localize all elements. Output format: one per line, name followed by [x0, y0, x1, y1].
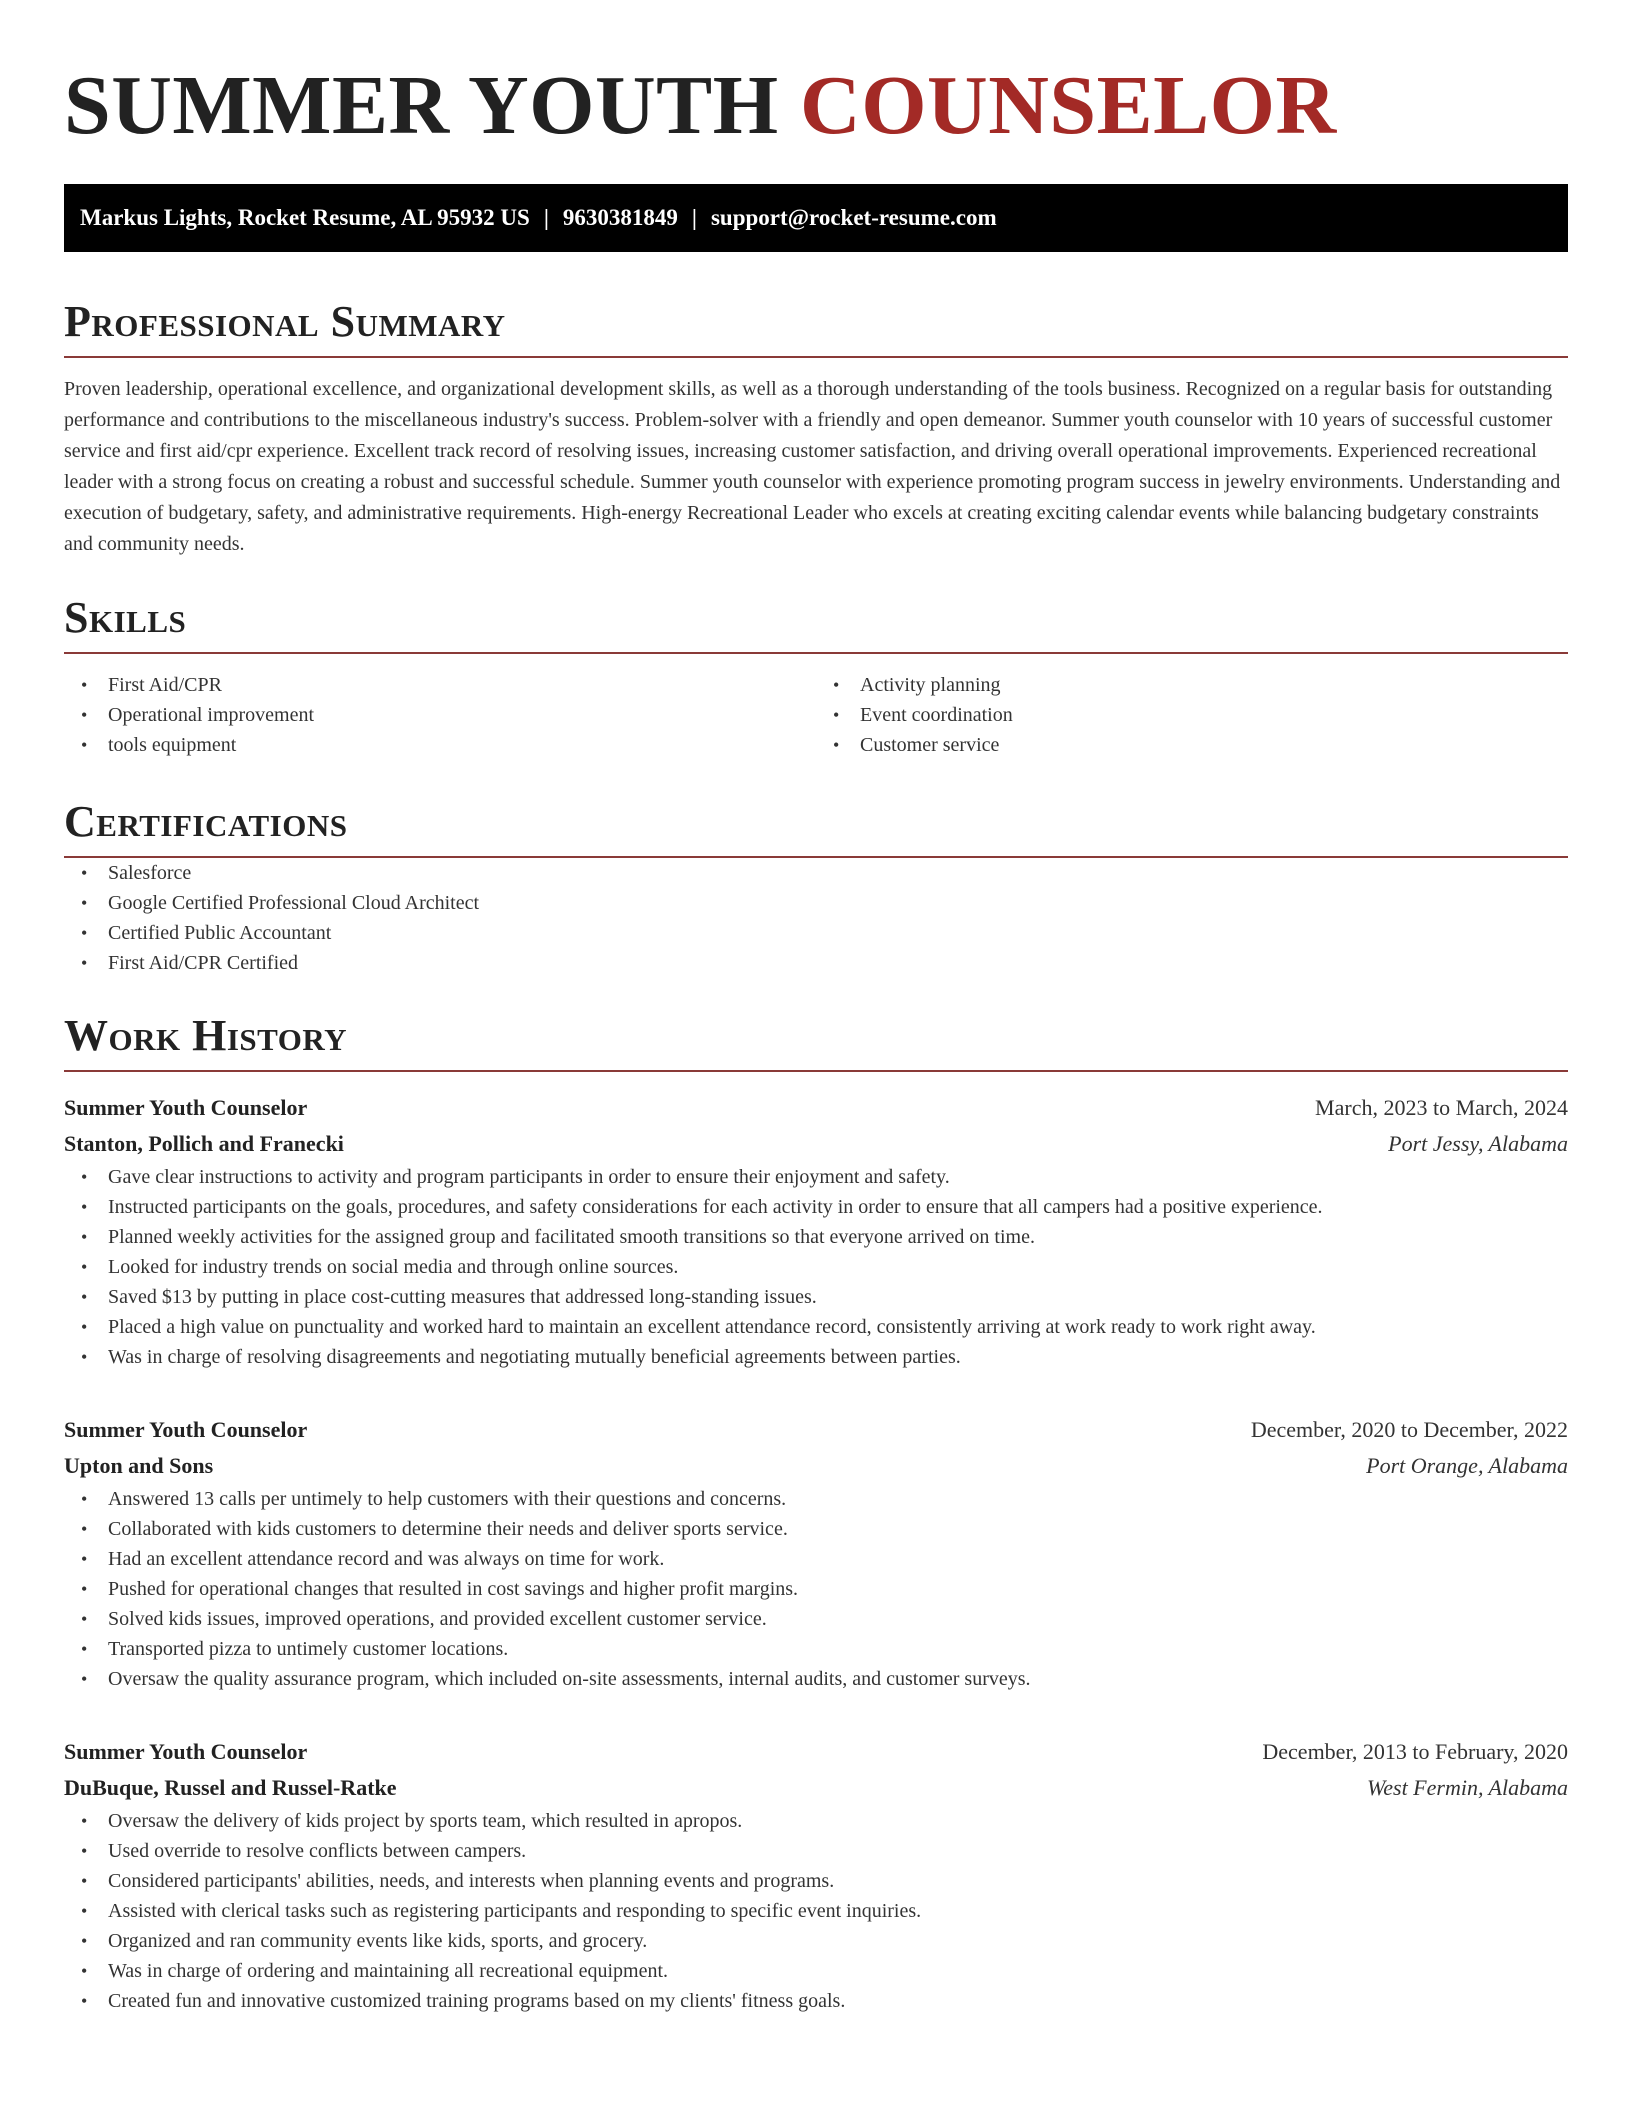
- job-dates: December, 2013 to February, 2020: [1262, 1739, 1568, 1764]
- certifications-heading: Certifications: [64, 797, 348, 846]
- bullet-icon: •: [81, 675, 88, 695]
- duty-item: [64, 1986, 1568, 2016]
- bullet-icon: •: [81, 705, 88, 725]
- duty-text: Organized and ran community events like kids, sports, and grocery.: [108, 1930, 648, 1952]
- skills-list-left: [64, 670, 816, 760]
- bullet-icon: •: [81, 1489, 88, 1509]
- job-company-row: [64, 1770, 1568, 1806]
- certification-item: [64, 918, 1568, 948]
- job-entry: [64, 1090, 1568, 1372]
- skill-item: [64, 730, 816, 760]
- contact-email[interactable]: support@rocket-resume.com: [710, 205, 997, 230]
- job-location: West Fermin, Alabama: [1366, 1775, 1568, 1800]
- bullet-icon: •: [81, 1287, 88, 1307]
- title-accent: COUNSELOR: [800, 59, 1337, 152]
- skill-text: Customer service: [860, 734, 1000, 756]
- bullet-icon: •: [81, 1257, 88, 1277]
- certification-text: Salesforce: [108, 862, 192, 884]
- work-history-section: [64, 1008, 1568, 2016]
- summary-heading: Professional Summary: [64, 297, 506, 346]
- bullet-icon: •: [833, 705, 840, 725]
- duty-item: [64, 1956, 1568, 1986]
- job-entry: [64, 1734, 1568, 2016]
- duty-item: [64, 1896, 1568, 1926]
- duty-item: [64, 1634, 1568, 1664]
- bullet-icon: •: [81, 923, 88, 943]
- bullet-icon: •: [81, 1197, 88, 1217]
- duty-item: [64, 1604, 1568, 1634]
- duty-text: Transported pizza to untimely customer locations.: [108, 1638, 509, 1660]
- bullet-icon: •: [81, 1669, 88, 1689]
- bullet-icon: •: [81, 953, 88, 973]
- certifications-list: [64, 858, 1568, 978]
- duty-item: [64, 1192, 1568, 1222]
- bullet-icon: •: [81, 1901, 88, 1921]
- job-location: Port Jessy, Alabama: [1388, 1131, 1568, 1156]
- duty-item: [64, 1544, 1568, 1574]
- contact-bar: [64, 184, 1568, 252]
- job-dates: March, 2023 to March, 2024: [1315, 1095, 1568, 1120]
- job-location: Port Orange, Alabama: [1366, 1453, 1568, 1478]
- duty-item: [64, 1252, 1568, 1282]
- bullet-icon: •: [81, 1961, 88, 1981]
- duty-text: Saved $13 by putting in place cost-cutting measures that addressed long-standing issues.: [108, 1286, 817, 1308]
- skill-item: [816, 730, 1568, 760]
- certifications-section: [64, 794, 1568, 978]
- skills-columns: [64, 670, 1568, 760]
- resume-title: [64, 56, 1568, 156]
- work-history-heading: Work History: [64, 1011, 348, 1060]
- job-company: Stanton, Pollich and Franecki: [64, 1131, 344, 1156]
- duty-text: Answered 13 calls per untimely to help customers with their questions and concerns.: [108, 1488, 787, 1510]
- job-header-row: [64, 1734, 1568, 1770]
- bullet-icon: •: [81, 1639, 88, 1659]
- certification-text: Certified Public Accountant: [108, 922, 332, 944]
- duty-text: Placed a high value on punctuality and worked hard to maintain an excellent attendance record, consistently arriving at work ready to work right away.: [108, 1316, 1316, 1338]
- duty-item: [64, 1574, 1568, 1604]
- duty-text: Instructed participants on the goals, procedures, and safety considerations for each activity in order to ensure that all campers had a positive experience.: [108, 1196, 1323, 1218]
- duty-text: Had an excellent attendance record and was always on time for work.: [108, 1548, 665, 1570]
- duty-item: [64, 1312, 1568, 1342]
- skill-item: [64, 670, 816, 700]
- certification-item: [64, 858, 1568, 888]
- section-divider: [64, 652, 1568, 654]
- skill-text: First Aid/CPR: [108, 674, 222, 696]
- section-divider: [64, 1070, 1568, 1072]
- duty-text: Planned weekly activities for the assigned group and facilitated smooth transitions so that everyone arrived on time.: [108, 1226, 1035, 1248]
- job-company: DuBuque, Russel and Russel-Ratke: [64, 1775, 397, 1800]
- skill-item: [816, 700, 1568, 730]
- duty-item: [64, 1664, 1568, 1694]
- job-title: Summer Youth Counselor: [64, 1739, 308, 1764]
- skills-heading: Skills: [64, 593, 187, 642]
- duty-text: Considered participants' abilities, needs, and interests when planning events and programs.: [108, 1870, 835, 1892]
- duty-text: Was in charge of ordering and maintaining all recreational equipment.: [108, 1960, 669, 1982]
- bullet-icon: •: [81, 1549, 88, 1569]
- duty-item: [64, 1866, 1568, 1896]
- bullet-icon: •: [81, 1227, 88, 1247]
- bullet-icon: •: [81, 1317, 88, 1337]
- skills-list-right: [816, 670, 1568, 760]
- summary-text: Proven leadership, operational excellence, and organizational development skills, as well as a thorough understanding of the tools business. Recognized on a regular basis for outstanding performance and contributions to the miscellaneous industry's success. Problem-solver with a friendly and open demeanor. Summer youth counselor with 10 years of successful customer service and first aid/cpr experience. Excellent track record of resolving issues, increasing customer satisfaction, and driving overall operational improvements. Experienced recreational leader with a strong focus on creating a robust and successful schedule. Summer youth counselor with experience promoting program success in jewelry environments. Understanding and execution of budgetary, safety, and administrative requirements. High-energy Recreational Leader who excels at creating exciting calendar events while balancing budgetary constraints and community needs.: [64, 378, 1561, 555]
- skill-text: tools equipment: [108, 734, 237, 756]
- bullet-icon: •: [81, 863, 88, 883]
- duty-text: Pushed for operational changes that resulted in cost savings and higher profit margins.: [108, 1578, 799, 1600]
- duty-text: Was in charge of resolving disagreements and negotiating mutually beneficial agreements between parties.: [108, 1346, 961, 1368]
- certification-text: First Aid/CPR Certified: [108, 952, 299, 974]
- skill-text: Event coordination: [860, 704, 1013, 726]
- bullet-icon: •: [81, 1841, 88, 1861]
- skills-section: [64, 590, 1568, 760]
- duty-item: [64, 1282, 1568, 1312]
- job-header-row: [64, 1090, 1568, 1126]
- certification-item: [64, 888, 1568, 918]
- contact-address: Markus Lights, Rocket Resume, AL 95932 US: [80, 205, 530, 230]
- bullet-icon: •: [833, 735, 840, 755]
- contact-separator: |: [543, 205, 549, 230]
- summary-section: [64, 294, 1568, 560]
- certification-item: [64, 948, 1568, 978]
- skill-item: [816, 670, 1568, 700]
- certification-text: Google Certified Professional Cloud Architect: [108, 892, 480, 914]
- duty-text: Oversaw the delivery of kids project by sports team, which resulted in apropos.: [108, 1810, 743, 1832]
- job-company-row: [64, 1126, 1568, 1162]
- duty-item: [64, 1926, 1568, 1956]
- bullet-icon: •: [81, 893, 88, 913]
- duty-item: [64, 1484, 1568, 1514]
- duty-text: Collaborated with kids customers to determine their needs and deliver sports service.: [108, 1518, 788, 1540]
- bullet-icon: •: [81, 1609, 88, 1629]
- contact-phone: 9630381849: [562, 205, 678, 230]
- job-entry: [64, 1412, 1568, 1694]
- duty-item: [64, 1222, 1568, 1252]
- duty-item: [64, 1806, 1568, 1836]
- skill-text: Operational improvement: [108, 704, 315, 726]
- bullet-icon: •: [81, 1871, 88, 1891]
- skill-text: Activity planning: [860, 674, 1001, 696]
- duty-text: Used override to resolve conflicts between campers.: [108, 1840, 527, 1862]
- job-company: Upton and Sons: [64, 1453, 214, 1478]
- bullet-icon: •: [81, 1931, 88, 1951]
- duty-text: Solved kids issues, improved operations, and provided excellent customer service.: [108, 1608, 767, 1630]
- job-duties-list: [64, 1162, 1568, 1372]
- job-header-row: [64, 1412, 1568, 1448]
- duty-text: Looked for industry trends on social media and through online sources.: [108, 1256, 679, 1278]
- duty-item: [64, 1162, 1568, 1192]
- bullet-icon: •: [81, 1347, 88, 1367]
- job-title: Summer Youth Counselor: [64, 1095, 308, 1120]
- bullet-icon: •: [833, 675, 840, 695]
- duty-text: Oversaw the quality assurance program, which included on-site assessments, internal audits, and customer surveys.: [108, 1668, 1031, 1690]
- job-company-row: [64, 1448, 1568, 1484]
- title-main: SUMMER YOUTH: [64, 59, 779, 152]
- duty-item: [64, 1836, 1568, 1866]
- duty-item: [64, 1342, 1568, 1372]
- duty-text: Gave clear instructions to activity and program participants in order to ensure their enjoyment and safety.: [108, 1166, 950, 1188]
- bullet-icon: •: [81, 1811, 88, 1831]
- bullet-icon: •: [81, 1519, 88, 1539]
- job-duties-list: [64, 1484, 1568, 1694]
- bullet-icon: •: [81, 1167, 88, 1187]
- bullet-icon: •: [81, 1579, 88, 1599]
- bullet-icon: •: [81, 735, 88, 755]
- duty-text: Created fun and innovative customized training programs based on my clients' fitness goals.: [108, 1990, 846, 2012]
- contact-separator: |: [691, 205, 697, 230]
- job-title: Summer Youth Counselor: [64, 1417, 308, 1442]
- job-dates: December, 2020 to December, 2022: [1250, 1417, 1568, 1442]
- bullet-icon: •: [81, 1991, 88, 2011]
- skill-item: [64, 700, 816, 730]
- duty-item: [64, 1514, 1568, 1544]
- job-duties-list: [64, 1806, 1568, 2016]
- duty-text: Assisted with clerical tasks such as registering participants and responding to specific event inquiries.: [108, 1900, 922, 1922]
- section-divider: [64, 356, 1568, 358]
